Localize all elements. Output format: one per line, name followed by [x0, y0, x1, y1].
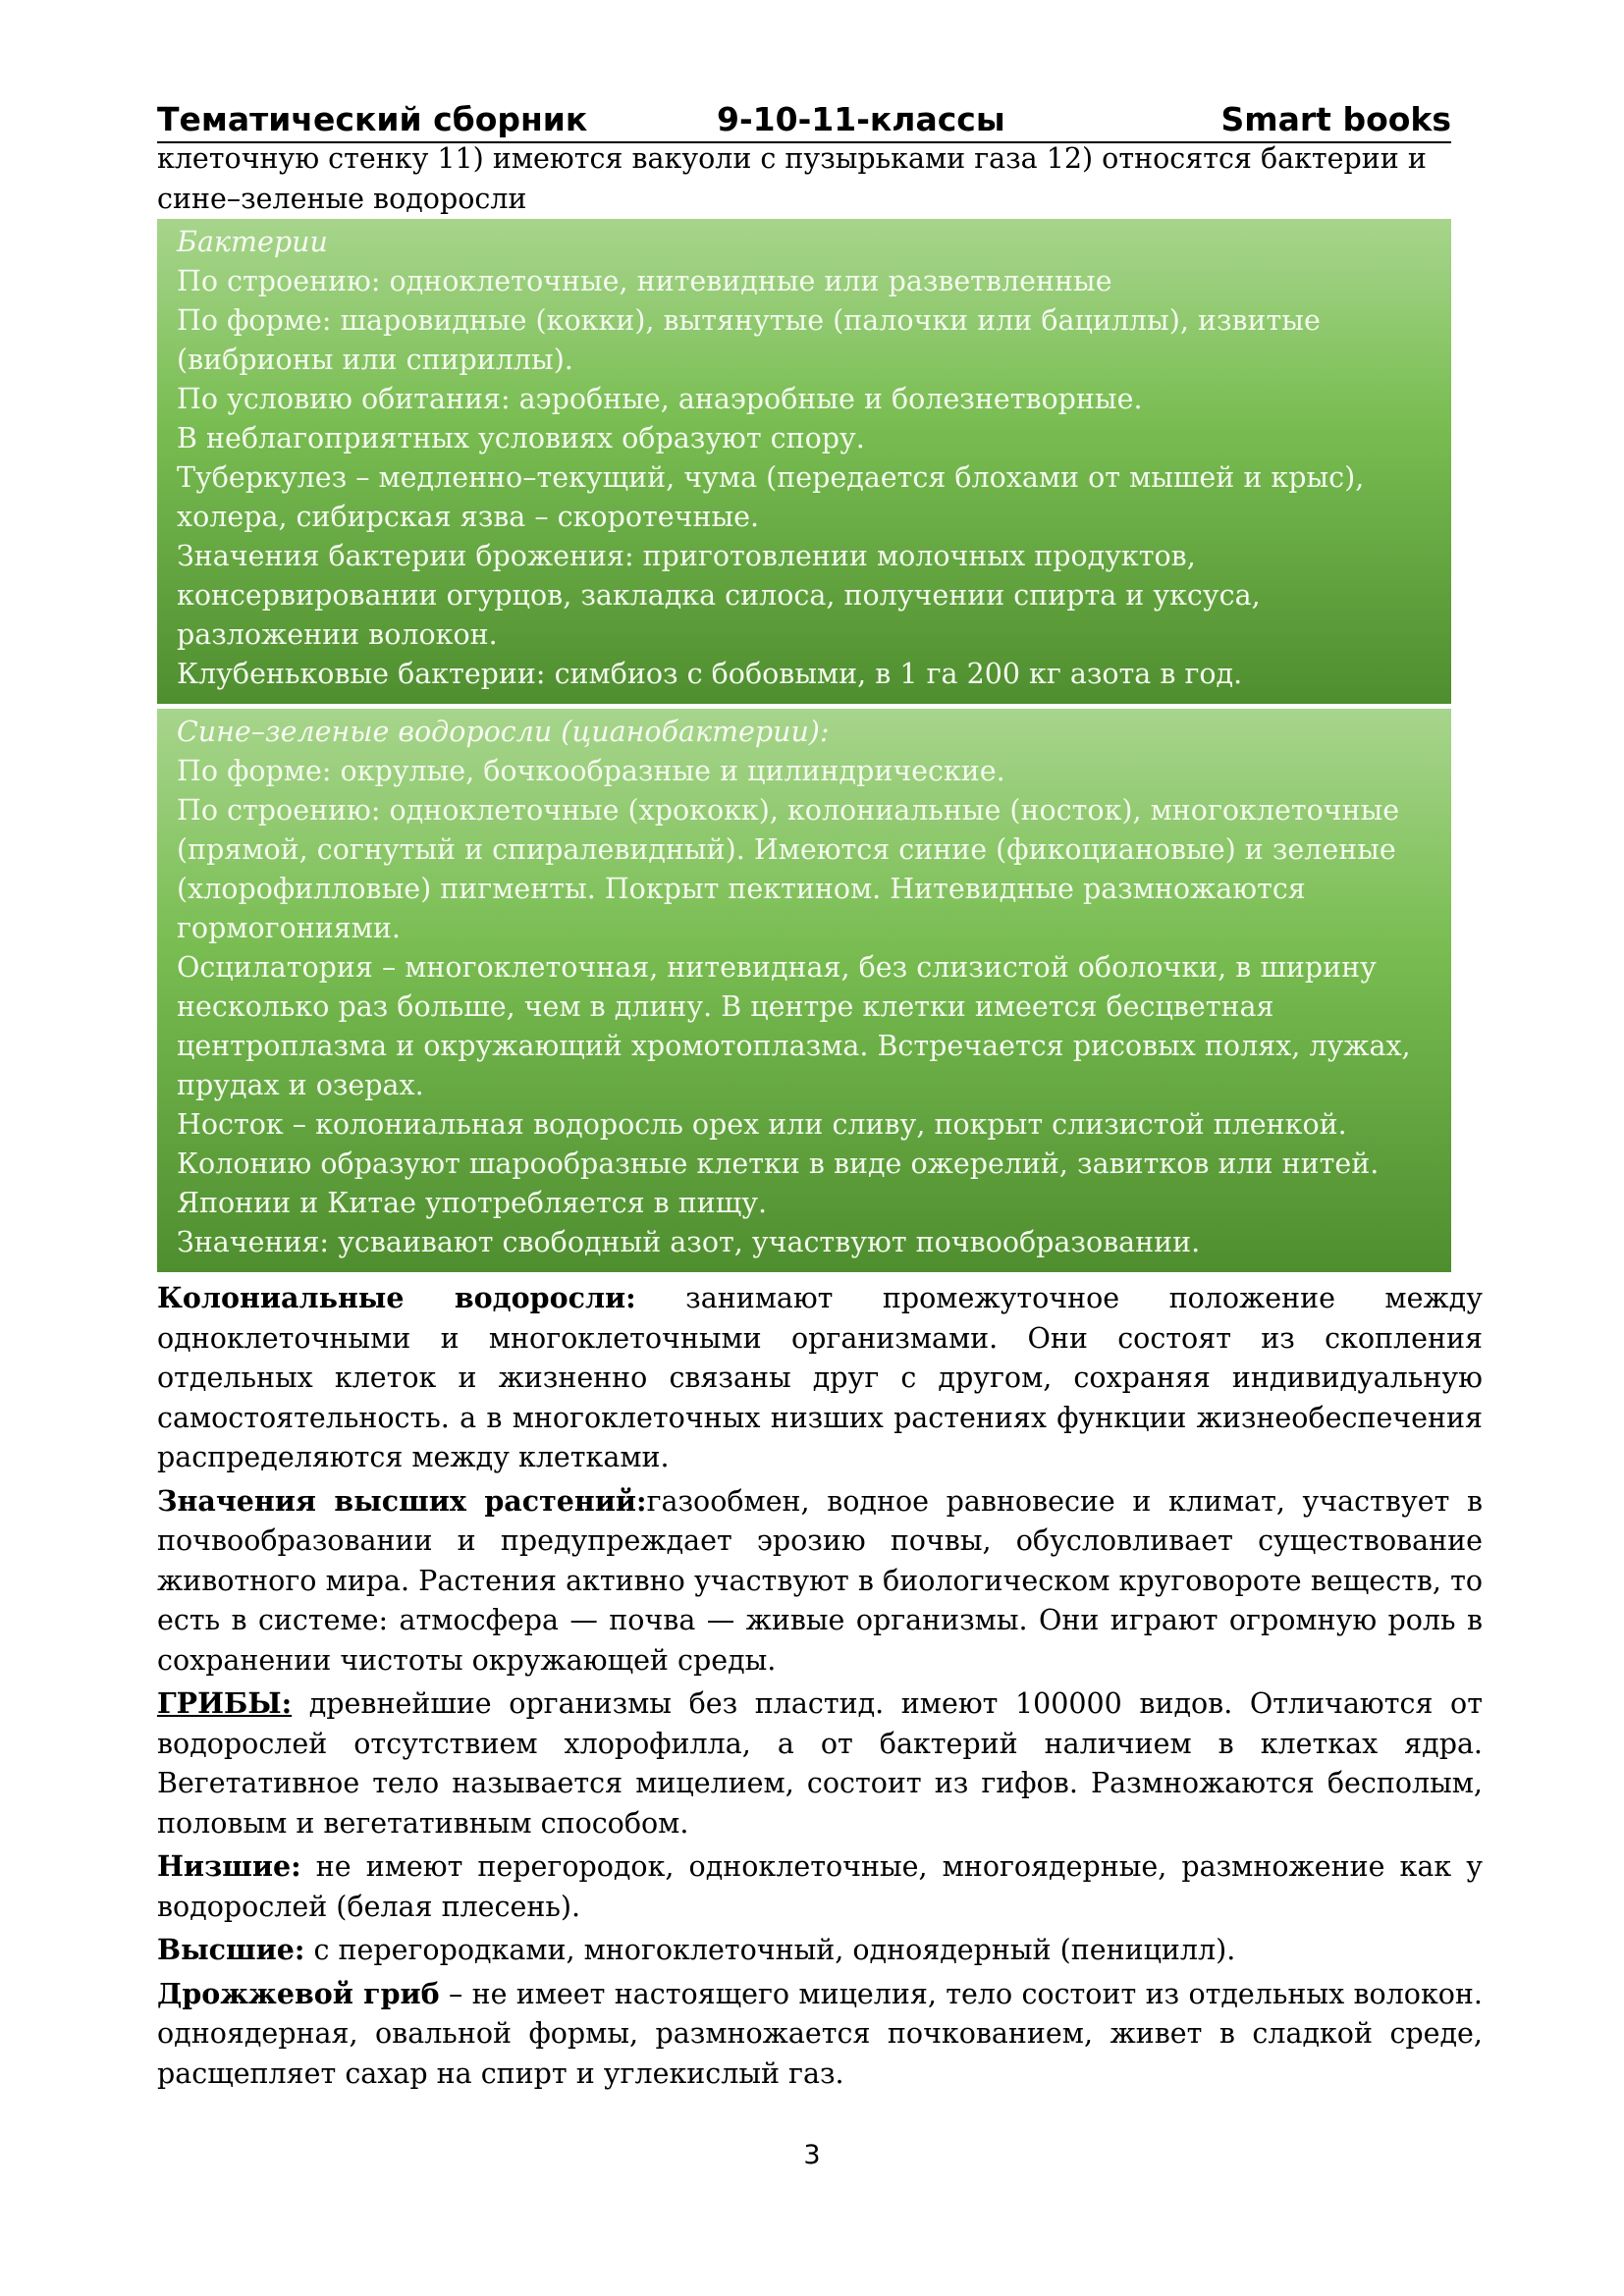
yeast-term: Дрожжевой гриб [157, 1976, 440, 2010]
bacteria-line: По строению: одноклеточные, нитевидные или разветвленные [177, 265, 1112, 297]
bacteria-line: Значения бактерии брожения: приготовлении молочных продуктов, консервировании огурцов, закладка силоса, получении спирта и уксуса, разложении волокон. [177, 540, 1261, 651]
colonial-algae-text: занимают промежуточное положение между одноклеточными и многоклеточными организмами. Они состоят из скопления отдельных клеток и жизненно связаны друг с другом, сохраняя индивидуальную самостоятельность. а в многоклеточных низших растениях функции жизнеобеспечения распределяются между клетками. [157, 1282, 1483, 1473]
bacteria-title: Бактерии [177, 226, 328, 258]
bacteria-line: Туберкулез – медленно–текущий, чума (передается блохами от мышей и крыс), холера, сибирская язва – скоротечные. [177, 461, 1365, 533]
cyanobacteria-line: Носток – колониальная водоросль орех или сливу, покрыт слизистой пленкой. Колонию образуют шарообразные клетки в виде ожерелий, завитков или нитей. Японии и Китае употребляется в пищу. [177, 1108, 1380, 1219]
page-content [157, 139, 1483, 2094]
page-number: 3 [803, 2140, 821, 2170]
higher-plants-paragraph [157, 1481, 1483, 1682]
fungi-text: древнейшие организмы без пластид. имеют 100000 видов. Отличаются от водорослей отсутствием хлорофилла, а от бактерий наличием в клетках ядра. Вегетативное тело называется мицелием, состоит из гифов. Размножаются бесполым, половым и вегетативным способом. [157, 1687, 1483, 1840]
bacteria-line: По условию обитания: аэробные, анаэробные и болезнетворные. [177, 383, 1143, 415]
header-grades: 9-10-11-классы [717, 100, 1005, 138]
colonial-algae-term: Колониальные водоросли: [157, 1281, 636, 1314]
lower-fungi-text: не имеют перегородок, одноклеточные, многоядерные, размножение как у водорослей (белая плесень). [157, 1850, 1483, 1923]
intro-paragraph: клеточную стенку 11) имеются вакуоли с пузырьками газа 12) относятся бактерии и сине–зеленые водоросли [157, 142, 1427, 215]
header-brand: Smart books [1220, 100, 1451, 138]
fungi-paragraph [157, 1683, 1483, 1843]
bacteria-line: Клубеньковые бактерии: симбиоз с бобовыми, в 1 га 200 кг азота в год. [177, 658, 1243, 690]
yeast-text: – не имеет настоящего мицелия, тело состоит из отдельных волокон. одноядерная, овальной формы, размножается почкованием, живет в сладкой среде, расщепляет сахар на спирт и углекислый газ. [157, 1977, 1483, 2090]
lower-fungi-paragraph [157, 1846, 1483, 1927]
bacteria-line: В неблагоприятных условиях образуют спору. [177, 422, 865, 454]
higher-fungi-paragraph [157, 1930, 1483, 1971]
cyanobacteria-line: По строению: одноклеточные (хрококк), колониальные (носток), многоклеточные (прямой, согнутый и спиралевидный). Имеются синие (фикоциановые) и зеленые (хлорофилловые) пигменты. Покрыт пектином. Нитевидные размножаются гормогониями. [177, 794, 1400, 944]
cyanobacteria-title: Сине–зеленые водоросли (цианобактерии): [177, 716, 830, 748]
fungi-term: ГРИБЫ: [157, 1686, 293, 1720]
higher-fungi-term: Высшие: [157, 1933, 305, 1966]
cyanobacteria-line: Осцилатория – многоклеточная, нитевидная, без слизистой оболочки, в ширину несколько раз больше, чем в длину. В центре клетки имеется бесцветная центроплазма и окружающий хромотоплазма. Встречается рисовых полях, лужах, прудах и озерах. [177, 951, 1411, 1101]
page-header [157, 98, 1451, 143]
body-text [157, 1278, 1483, 2094]
yeast-paragraph [157, 1974, 1483, 2095]
lower-fungi-term: Низшие: [157, 1849, 301, 1883]
higher-plants-text: газообмен, водное равновесие и климат, участвует в почвообразовании и предупреждает эрозию почвы, обусловливает существование животного мира. Растения активно участвуют в биологическом круговороте веществ, то есть в системе: атмосфера — почва — живые организмы. Они играют огромную роль в сохранении чистоты окружающей среды. [157, 1484, 1483, 1677]
bacteria-line: По форме: шаровидные (кокки), вытянутые (палочки или бациллы), извитые (вибрионы или спириллы). [177, 304, 1321, 376]
higher-fungi-text: с перегородками, многоклеточный, одноядерный (пеницилл). [304, 1934, 1236, 1966]
bacteria-box [157, 219, 1451, 704]
colonial-algae-paragraph [157, 1278, 1483, 1478]
cyanobacteria-line: По форме: окрулые, бочкообразные и цилиндрические. [177, 755, 1005, 787]
higher-plants-term: Значения высших растений: [157, 1483, 647, 1518]
header-title: Тематический сборник [157, 100, 588, 138]
cyanobacteria-line: Значения: усваивают свободный азот, участвуют почвообразовании. [177, 1226, 1201, 1258]
cyanobacteria-box [157, 709, 1451, 1272]
